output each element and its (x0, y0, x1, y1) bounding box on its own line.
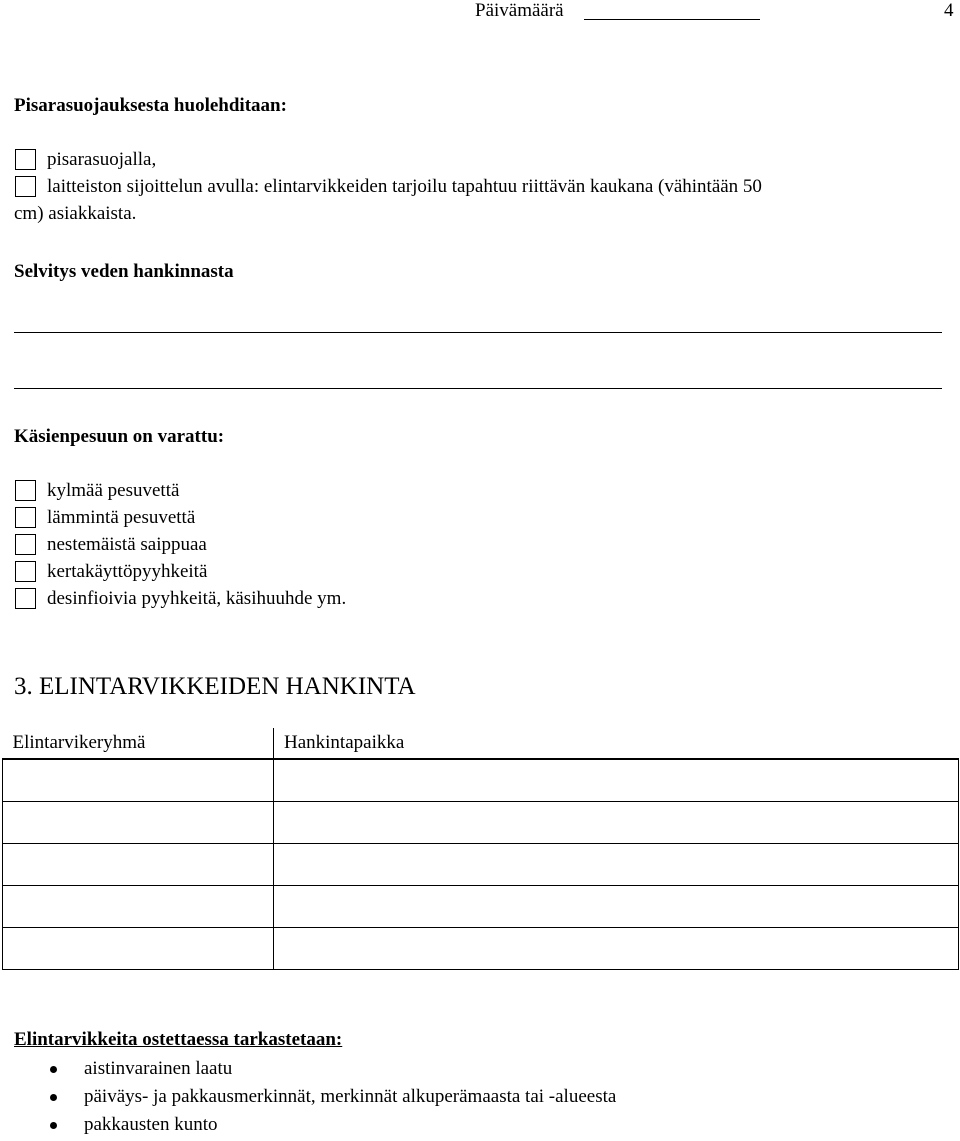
source-cell[interactable] (274, 886, 959, 928)
column-header-source: Hankintapaikka (274, 728, 959, 759)
source-cell[interactable] (274, 802, 959, 844)
source-cell[interactable] (274, 928, 959, 970)
handwash-option-3-label: nestemäistä saippuaa (47, 534, 207, 555)
water-answer-line-1[interactable] (14, 332, 942, 333)
food-group-cell[interactable] (3, 844, 274, 886)
bullet-icon (50, 1122, 57, 1129)
table-header-row (3, 728, 959, 759)
food-group-cell[interactable] (3, 759, 274, 802)
handwash-option-4-label: kertakäyttöpyyhkeitä (47, 561, 208, 582)
droplet-option-2-label: laitteiston sijoittelun avulla: elintarvikkeiden tarjoilu tapahtuu riittävän kaukana (vähintään 50 (47, 176, 762, 197)
table-row (3, 928, 959, 970)
food-group-cell[interactable] (3, 886, 274, 928)
page-number: 4 (944, 0, 954, 21)
handwash-option-2-checkbox[interactable] (15, 507, 36, 528)
handwash-option-3-checkbox[interactable] (15, 534, 36, 555)
purchase-check-item-2: päiväys- ja pakkausmerkinnät, merkinnät alkuperämaasta tai -alueesta (84, 1086, 617, 1107)
droplet-option-2-checkbox[interactable] (15, 176, 36, 197)
handwash-option-1-checkbox[interactable] (15, 480, 36, 501)
bullet-icon (50, 1066, 57, 1073)
purchase-check-item-1: aistinvarainen laatu (84, 1058, 233, 1079)
handwash-heading: Käsienpesuun on varattu: (14, 426, 225, 447)
section-3-title: 3. ELINTARVIKKEIDEN HANKINTA (14, 673, 416, 700)
handwash-option-1-label: kylmää pesuvettä (47, 480, 180, 501)
source-cell[interactable] (274, 844, 959, 886)
handwash-option-5-checkbox[interactable] (15, 588, 36, 609)
droplet-protection-heading: Pisarasuojauksesta huolehditaan: (14, 95, 287, 116)
water-supply-heading: Selvitys veden hankinnasta (14, 261, 234, 282)
table-row (3, 886, 959, 928)
handwash-option-5-label: desinfioivia pyyhkeitä, käsihuuhde ym. (47, 588, 347, 609)
food-sourcing-table (2, 728, 959, 970)
handwash-option-2-label: lämmintä pesuvettä (47, 507, 196, 528)
source-cell[interactable] (274, 759, 959, 802)
table-row (3, 844, 959, 886)
table-row (3, 802, 959, 844)
table-row (3, 759, 959, 802)
water-answer-line-2[interactable] (14, 388, 942, 389)
bullet-icon (50, 1094, 57, 1101)
date-label: Päivämäärä (475, 0, 564, 21)
droplet-option-1-label: pisarasuojalla, (47, 149, 157, 170)
food-group-cell[interactable] (3, 928, 274, 970)
date-field-line[interactable] (584, 19, 760, 20)
column-header-food-group: Elintarvikeryhmä (3, 728, 274, 759)
purchase-check-heading: Elintarvikkeita ostettaessa tarkastetaan: (14, 1029, 343, 1050)
droplet-option-1-checkbox[interactable] (15, 149, 36, 170)
food-group-cell[interactable] (3, 802, 274, 844)
handwash-option-4-checkbox[interactable] (15, 561, 36, 582)
purchase-check-item-3: pakkausten kunto (84, 1114, 218, 1135)
droplet-option-2-continuation: cm) asiakkaista. (14, 203, 137, 224)
